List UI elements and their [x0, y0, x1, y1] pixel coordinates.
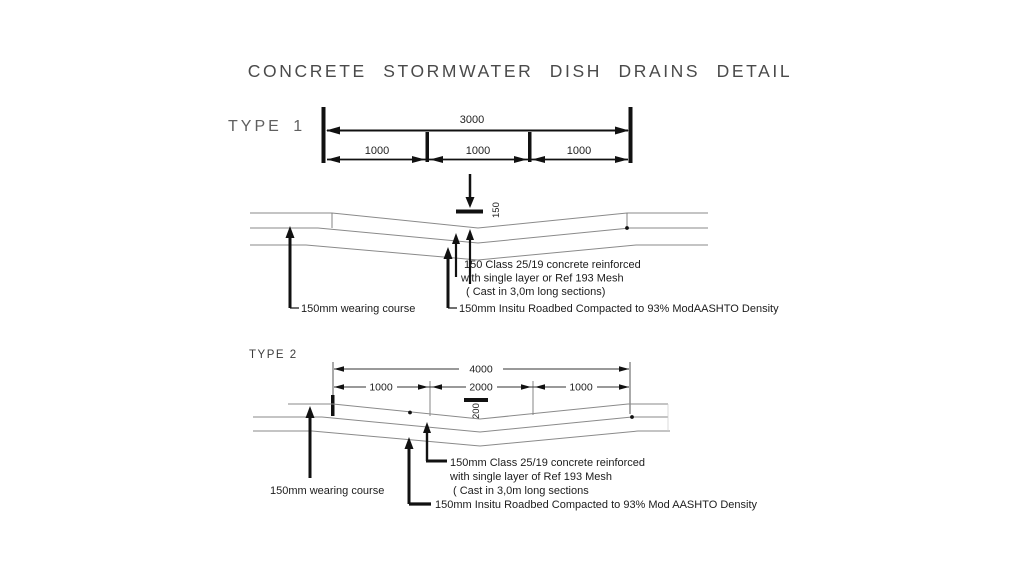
type1-dim-seg3: 1000 [566, 145, 592, 157]
type2-dim-depth: 200 [471, 403, 482, 419]
type1-note-wearing: 150mm wearing course [301, 303, 416, 315]
type2-wearing-course-callout [270, 406, 384, 497]
drawing-title: CONCRETE STORMWATER DISH DRAINS DETAIL [247, 61, 793, 81]
type1-note-roadbed: 150mm Insitu Roadbed Compacted to 93% ModAASHTO Density [459, 303, 779, 315]
type1-dim-total: 3000 [459, 114, 485, 126]
type1-segment-dimensions [327, 145, 628, 163]
type1-note-concrete-3: ( Cast in 3,0m long sections) [466, 286, 606, 298]
type2-segment-dimensions [334, 381, 629, 394]
type1-joint-dot [625, 226, 629, 230]
type2-note-roadbed: 150mm Insitu Roadbed Compacted to 93% Mod AASHTO Density [435, 499, 758, 511]
type2-dim-seg2: 2000 [469, 381, 493, 394]
type1-depth-marker [456, 174, 502, 218]
type1-dim-seg1: 1000 [364, 145, 390, 157]
type2-note-concrete-1: 150mm Class 25/19 concrete reinforced [450, 457, 646, 469]
type1-concrete-callout [452, 229, 641, 298]
type1-section-lines [250, 213, 708, 260]
type2-dim-seg3: 1000 [569, 381, 593, 394]
type2-label: TYPE 2 [249, 349, 298, 361]
type2-dim-total: 4000 [469, 363, 493, 376]
type1-note-concrete-2: with single layer or Ref 193 Mesh [461, 272, 624, 285]
type2-section-lines [253, 404, 670, 446]
type2-depth-marker [464, 398, 488, 419]
type2-detail [249, 349, 758, 511]
type2-note-concrete-2: with single layer of Ref 193 Mesh [450, 471, 613, 483]
type2-joint-dot-left [408, 411, 412, 415]
type1-overall-dimension [326, 114, 629, 135]
type2-joint-dot-right [630, 415, 634, 419]
type2-overall-dimension [334, 363, 629, 376]
type2-note-concrete-3: ( Cast in 3,0m long sections [453, 485, 589, 497]
type1-dim-depth: 150 [491, 202, 502, 218]
type2-note-wearing: 150mm wearing course [270, 485, 385, 497]
type2-dim-seg1: 1000 [369, 381, 393, 394]
type1-note-concrete-1: 150 Class 25/19 concrete reinforced [464, 259, 641, 271]
type1-dim-seg2: 1000 [465, 145, 491, 157]
type1-label: TYPE 1 [228, 118, 306, 135]
type1-wearing-course-callout [286, 226, 416, 315]
type1-detail [228, 107, 779, 315]
